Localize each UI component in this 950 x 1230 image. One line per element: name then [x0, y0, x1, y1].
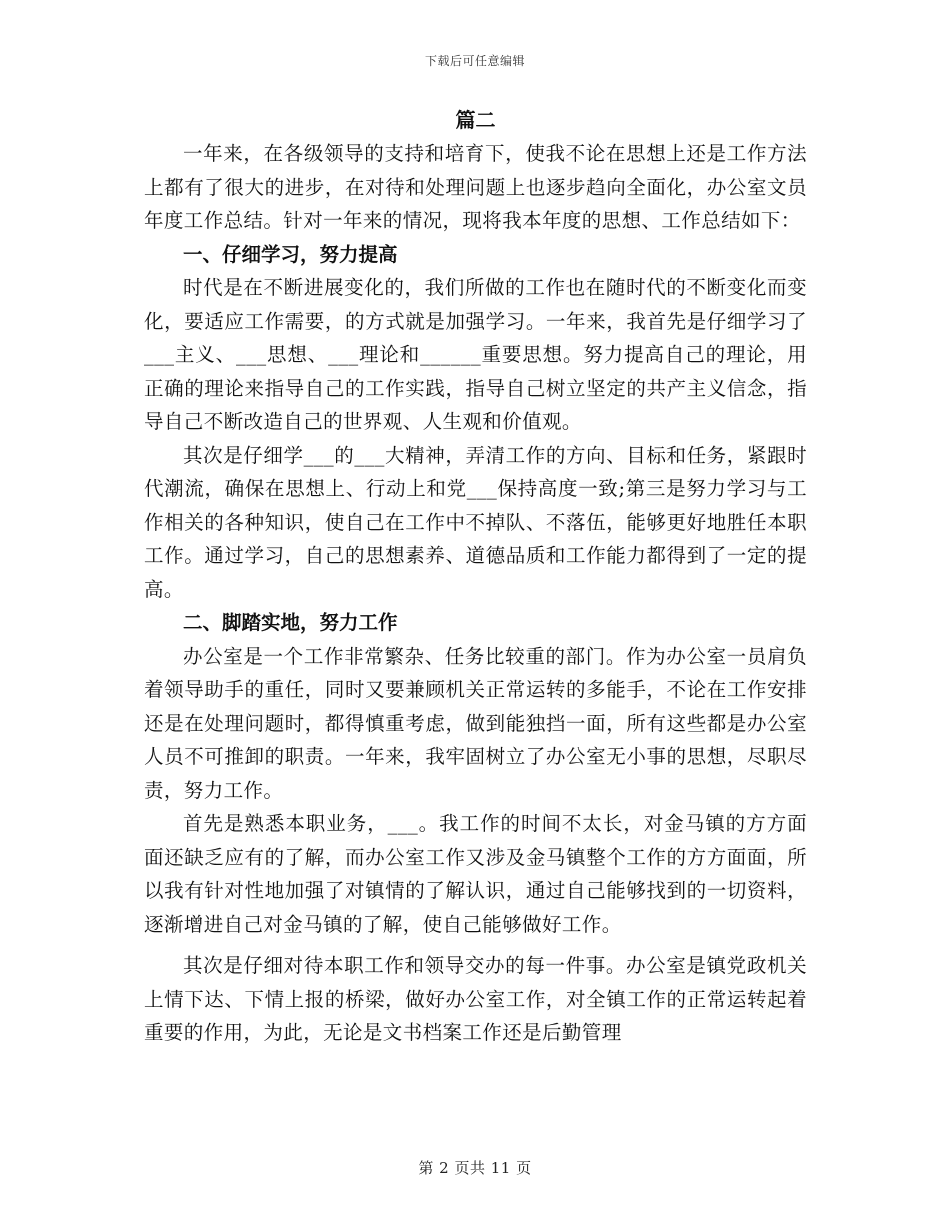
document-title: 篇二: [455, 108, 496, 132]
paragraph-study-2: 其次是仔细学___的___大精神，弄清工作的方向、目标和任务，紧跟时代潮流，确保在思想上、行动上和党___保持高度一致;第三是努力学习与工作相关的各种知识，使自己在工作中不掉队、不落伍，能够更好地胜任本职工作。通过学习，自己的思想素养、道德品质和工作能力都得到了一定的提高。: [144, 443, 807, 601]
paragraph-study-1: 时代是在不断进展变化的，我们所做的工作也在随时代的不断变化而变化，要适应工作需要，的方式就是加强学习。一年来，我首先是仔细学习了___主义、___思想、___理论和______重要思想。努力提高自己的理论，用正确的理论来指导自己的工作实践，指导自己树立坚定的共产主义信念，指导自己不断改造自己的世界观、人生观和价值观。: [144, 276, 807, 433]
page-number-footer: 第 2 页共 11 页: [418, 1159, 532, 1177]
paragraph-work-2: 首先是熟悉本职业务，___。我工作的时间不太长，对金马镇的方方面面还缺乏应有的了解，而办公室工作又涉及金马镇整个工作的方方面面，所以我有针对性地加强了对镇情的了解认识，通过自己能够找到的一切资料，逐渐增进自己对金马镇的了解，使自己能够做好工作。: [144, 812, 807, 936]
paragraph-work-1: 办公室是一个工作非常繁杂、任务比较重的部门。作为办公室一员肩负着领导助手的重任，同时又要兼顾机关正常运转的多能手，不论在工作安排还是在处理问题时，都得慎重考虑，做到能独挡一面，所有这些都是办公室人员不可推卸的职责。一年来，我牢固树立了办公室无小事的思想，尽职尽责，努力工作。: [144, 644, 807, 802]
document-body: [144, 104, 807, 1050]
section-heading-work: 二、脚踏实地，努力工作: [183, 611, 398, 634]
paragraph-work-3: 其次是仔细对待本职工作和领导交办的每一件事。办公室是镇党政机关上情下达、下情上报的桥梁，做好办公室工作，对全镇工作的正常运转起着重要的作用，为此，无论是文书档案工作还是后勤管理: [144, 954, 807, 1044]
page-header-note: 下载后可任意编辑: [424, 54, 525, 68]
paragraph-intro: 一年来，在各级领导的支持和培育下，使我不论在思想上还是工作方法上都有了很大的进步，在对待和处理问题上也逐步趋向全面化，办公室文员年度工作总结。针对一年来的情况，现将我本年度的思想、工作总结如下：: [144, 142, 807, 232]
section-heading-study: 一、仔细学习，努力提高: [183, 242, 398, 266]
